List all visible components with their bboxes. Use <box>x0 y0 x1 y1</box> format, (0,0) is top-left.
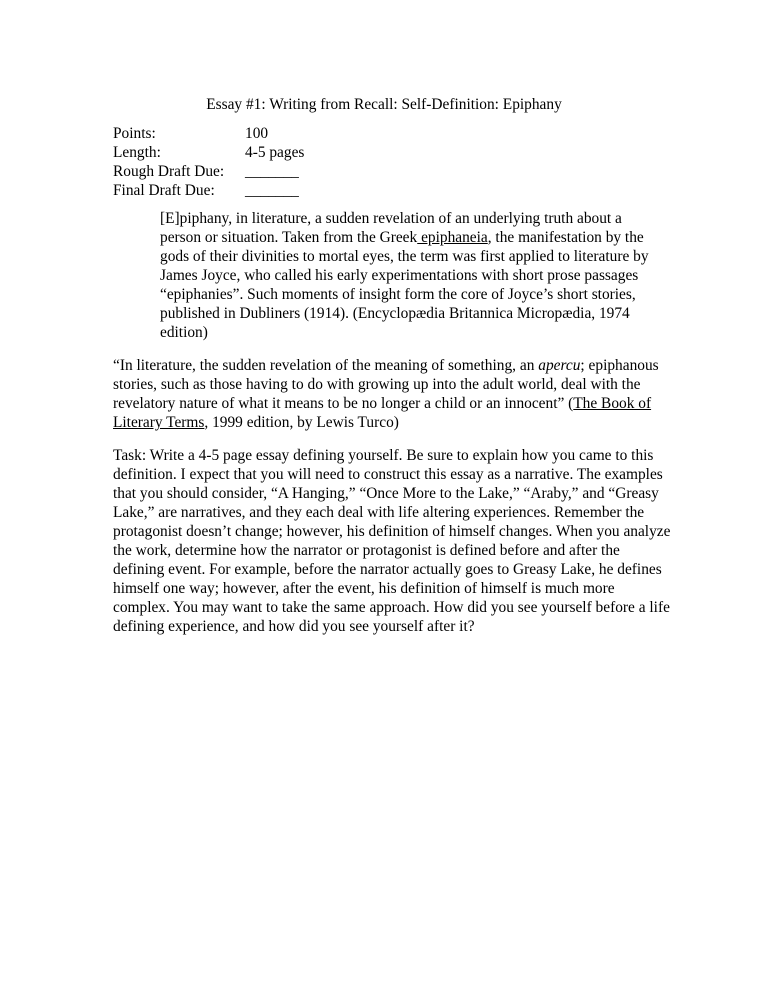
points-row <box>113 124 304 143</box>
final-draft-label: Final Draft Due: <box>113 182 215 199</box>
apercu-word: apercu <box>538 357 581 374</box>
final-draft-row <box>113 181 304 200</box>
turco-definition <box>113 356 673 432</box>
rough-draft-row <box>113 162 304 181</box>
task-paragraph: Task: Write a 4-5 page essay defining yourself. Be sure to explain how you came to this definition. I expect that you will need to construct this essay as a narrative. The examples that you should consider, “A Hanging,” “Once More to the Lake,” “Araby,” and “Greasy Lake,” are narratives, and they each deal with life altering experiences. Remember the protagonist doesn’t change; however, his definition of himself changes. When you analyze the work, determine how the narrator or protagonist is defined before and after the defining event. For example, before the narrator actually goes to Greasy Lake, he defines himself one way; however, after the event, his definition of himself is much more complex. You may want to take the same approach. How did you see yourself before a life defining experience, and how did you see yourself after it? <box>113 447 671 635</box>
rough-draft-label: Rough Draft Due: <box>113 163 225 180</box>
length-row <box>113 143 304 162</box>
document-title: Essay #1: Writing from Recall: Self-Definition: Epiphany <box>206 96 562 113</box>
points-value: 100 <box>245 125 269 142</box>
greek-word: epiphaneia <box>417 229 488 246</box>
length-value: 4-5 pages <box>245 144 305 161</box>
points-label: Points: <box>113 125 156 142</box>
book-title: The Book of Literary Terms <box>113 395 652 431</box>
quote-text-end: , the manifestation by the gods of their divinities to mortal eyes, the term was first applied to literature by James Joyce, who called his early experimentations with short prose passages “epiphanies”. Such moments of insight form the core of Joyce’s short stories, published in Dubliners (1914). (Encyclopædia Britannica Micropædia, 1974 edition) <box>160 229 649 341</box>
definition-text-start: “In literature, the sudden revelation of the meaning of something, an <box>113 357 539 374</box>
rough-draft-value: _______ <box>245 163 299 180</box>
assignment-details <box>113 124 304 200</box>
final-draft-value: _______ <box>245 182 299 199</box>
quote-text-start: [E]piphany, in literature, a sudden revelation of an underlying truth about a person or situation. Taken from the Greek <box>160 210 622 246</box>
length-label: Length: <box>113 144 161 161</box>
definition-text-end: , 1999 edition, by Lewis Turco) <box>204 414 399 431</box>
definition-text-middle: ; epiphanous stories, such as those having to do with growing up into the adult world, deal with the revelatory nature of what it means to be no longer a child or an innocent” ( <box>113 357 659 412</box>
britannica-quote <box>160 209 660 342</box>
